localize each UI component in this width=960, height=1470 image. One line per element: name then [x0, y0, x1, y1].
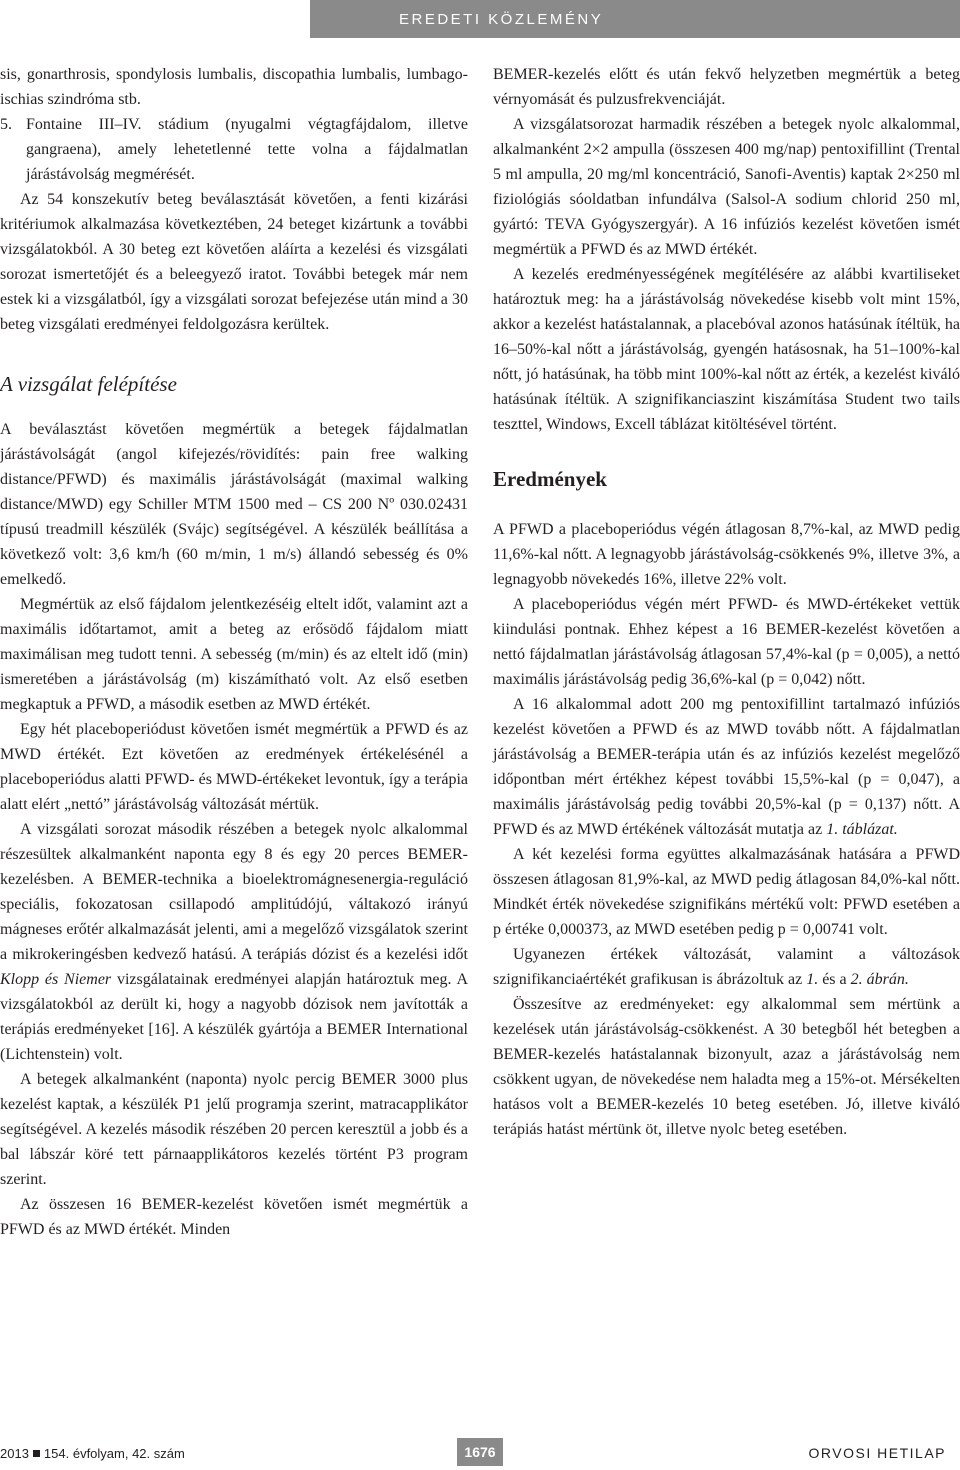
text-run: vizsgálatainak eredményei alapján határoztuk meg. A vizsgálatokból az derült ki, hogy a nagyobb dózisok nem javították a terápiás eredményeket [16]. A készülék gyártója a BEMER International (Lichtenstein) volt. — [0, 971, 468, 1063]
paragraph: Az 54 konszekutív beteg beválasztását követően, a fenti kizárási kritériumok alkalmazása következtében, 24 beteget kizártunk a további vizsgálatokból. A 30 beteg ezt követően aláírta a kezelési és vizsgálati sorozat ismertetőjét és a beleegyező iratot. További betegek már nem estek ki a vizsgálatból, így a vizsgálati sorozat befejezése után mind a 30 beteg vizsgálati eredményei feldolgozásra kerültek. — [0, 191, 468, 333]
list-text: Fontaine III–IV. stádium (nyugalmi végtagfájdalom, illetve gangraena), amely lehetetlenné tette volna a fájdalmatlan járástávolság megmérését. — [26, 116, 468, 183]
paragraph: A vizsgálatsorozat harmadik részében a betegek nyolc alkalommal, alkalmanként 2×2 ampulla (összesen 400 mg/nap) pentoxifillint (Trental 5 ml ampulla, 20 mg/ml koncentráció, Sanofi-Aventis) kaptak 2×250 ml fiziológiás sóoldatban infundálva (Salsol-A sodium chlorid 250 ml, gyártó: TEVA Gyógyszergyár). A 16 infúziós kezelést követően ismét megmértük a PFWD és az MWD értékét. — [493, 116, 960, 258]
paragraph: A PFWD a placeboperiódus végén átlagosan 8,7%-kal, az MWD pedig 11,6%-kal nőtt. A legnagyobb járástávolság-csökkenés 9%, illetve 3%, a legnagyobb növekedés 16%, illetve 22% volt. — [493, 521, 960, 588]
paragraph: A betegek alkalmanként (naponta) nyolc percig BEMER 3000 plus kezelést kaptak, a készülék P1 jelű programja szerint, matracapplikátor segítségével. A kezelés második részében 20 percen keresztül a jobb és a bal lábszár köré tett párnaapplikátoros kezelés történt P3 program szerint. — [0, 1071, 468, 1188]
author-names: Klopp és Niemer — [0, 971, 112, 988]
paragraph: A placeboperiódus végén mért PFWD- és MWD-értékeket vettük kiindulási pontnak. Ehhez képest a 16 BEMER-kezelést követően a nettó fájdalmatlan járástávolság átlagosan 57,4%-kal (p = 0,005), a nettó maximális járástávolság pedig 36,6%-kal (p = 0,042) nőtt. — [493, 596, 960, 688]
page-footer — [0, 1438, 960, 1470]
paragraph — [493, 942, 960, 992]
list-item — [0, 112, 468, 187]
paragraph: BEMER-kezelés előtt és után fekvő helyzetben megmértük a beteg vérnyomását és pulzusfrekvenciáját. — [493, 66, 960, 108]
issue-info — [0, 1446, 185, 1461]
square-bullet-icon — [33, 1450, 40, 1457]
page-number: 1676 — [457, 1438, 503, 1466]
section-heading: Eredmények — [493, 467, 607, 491]
table-reference: 1. táblázat. — [826, 821, 898, 838]
paragraph: Megmértük az első fájdalom jelentkezéséig eltelt időt, valamint azt a maximális időtartamot, amit a beteg az erősödő fájdalom miatt maximálisan meg tudott tenni. A sebesség (m/min) és az eltelt idő (min) ismeretében a járástávolság (m) kiszámítható volt. Az első esetben megkaptuk a PFWD, a második esetben az MWD értékét. — [0, 596, 468, 713]
paragraph: Egy hét placeboperiódust követően ismét megmértük a PFWD és az MWD értékét. Ezt követően az eredmények értékelésénél a placeboperiódus alatti PFWD- és MWD-értékeket levontuk, így a terápia alatt elért „nettó” járástávolság változását mértük. — [0, 721, 468, 813]
paragraph: A beválasztást követően megmértük a betegek fájdalmatlan járástávolságát (angol kifejezés/rövidítés: pain free walking distance/PFWD) és maximális járástávolságát (maximal walking distance/MWD) egy Schiller MTM 1500 med – CS 200 Nº 030.02431 típusú treadmill készülék (Svájc) segítségével. A készülék beállítása a következő volt: 3,6 km/h (60 m/min, 1 m/s) állandó sebesség és 0% emelkedő. — [0, 421, 468, 588]
paragraph: Összesítve az eredményeket: egy alkalommal sem mértünk a kezelések után járástávolság-csökkenést. A 30 betegből hét betegben a BEMER-kezelés hatástalannak bizonyult, azaz a járástávolság nem csökkent ugyan, de növekedése nem haladta meg a 15%-ot. Mérsékelten hatásos volt a BEMER-kezelés 10 beteg esetében. Jó, illetve kiváló terápiás hatást mértünk öt, illetve nyolc beteg esetében. — [493, 996, 960, 1138]
left-column — [0, 62, 468, 1242]
list-number: 5. — [0, 116, 12, 133]
section-header-band — [0, 0, 960, 38]
right-column — [493, 62, 960, 1142]
text-run: A 16 alkalommal adott 200 mg pentoxifillint tartalmazó infúziós kezelést követően a PFWD és az MWD tovább nőtt. A fájdalmatlan járástávolság a BEMER-terápia után és az infúziós kezelést megelőző időpontban mért értékhez képest további 15,5%-kal (p = 0,047), a maximális járástávolság pedig további 20,5%-kal (p = 0,137) nőtt. A PFWD és az MWD értékének változását mutatja az — [493, 696, 960, 838]
section-heading: A vizsgálat felépítése — [0, 372, 177, 396]
section-label: EREDETI KÖZLEMÉNY — [399, 10, 604, 28]
paragraph: sis, gonarthrosis, spondylosis lumbalis, discopathia lumbalis, lumbago-ischias szindróma stb. — [0, 66, 468, 108]
text-run: A vizsgálati sorozat második részében a betegek nyolc alkalommal részesültek alkalmanként naponta egy 8 és egy 20 perces BEMER-kezelésben. A BEMER-technika a bioelektromágnesenergia-reguláció speciális, fokozatosan csillapodó amplitúdójú, váltakozó irányú mágneses erőtér alkalmazását jelenti, ami a megelőző vizsgálatok szerint a mikrokeringésben kedvező hatású. A terápiás dózist és a kezelési időt — [0, 821, 468, 963]
issue-year: 2013 — [0, 1446, 29, 1461]
text-run: és a — [818, 971, 851, 988]
paragraph: Az összesen 16 BEMER-kezelést követően ismét megmértük a PFWD és az MWD értékét. Minden — [0, 1196, 468, 1238]
figure-reference: 2. ábrán. — [850, 971, 909, 988]
paragraph — [0, 817, 468, 1067]
text-run: Ugyanezen értékek változását, valamint a változások szignifikanciaértékét grafikusan is ábrázoltuk az — [493, 946, 960, 988]
paragraph: A kezelés eredményességének megítélésére az alábbi kvartiliseket határoztuk meg: ha a járástávolság növekedése kisebb volt mint 15%, akkor a kezelést hatástalannak, a placebóval azonos hatásúnak ítéltük, ha 16–50%-kal nőtt a járástávolság, gyengén hatásosnak, ha 51–100%-kal nőtt, jó hatásúnak, ha több mint 100%-kal nőtt az érték, a kezelést kiváló hatásúnak ítéltük. A szignifikanciaszint kiszámítása Student two tails teszttel, Windows, Excell táblázat kitöltésével történt. — [493, 266, 960, 433]
journal-name: ORVOSI HETILAP — [808, 1445, 946, 1461]
paragraph: A két kezelési forma együttes alkalmazásának hatására a PFWD összesen átlagosan 81,9%-kal, az MWD pedig átlagosan 84,0%-kal nőtt. Mindkét érték növekedése szignifikáns mértékű volt: PFWD esetében a p értéke 0,000373, az MWD esetében pedig p = 0,00741 volt. — [493, 846, 960, 938]
paragraph — [493, 692, 960, 842]
figure-reference: 1. — [806, 971, 819, 988]
issue-volume: 154. évfolyam, 42. szám — [43, 1446, 185, 1461]
